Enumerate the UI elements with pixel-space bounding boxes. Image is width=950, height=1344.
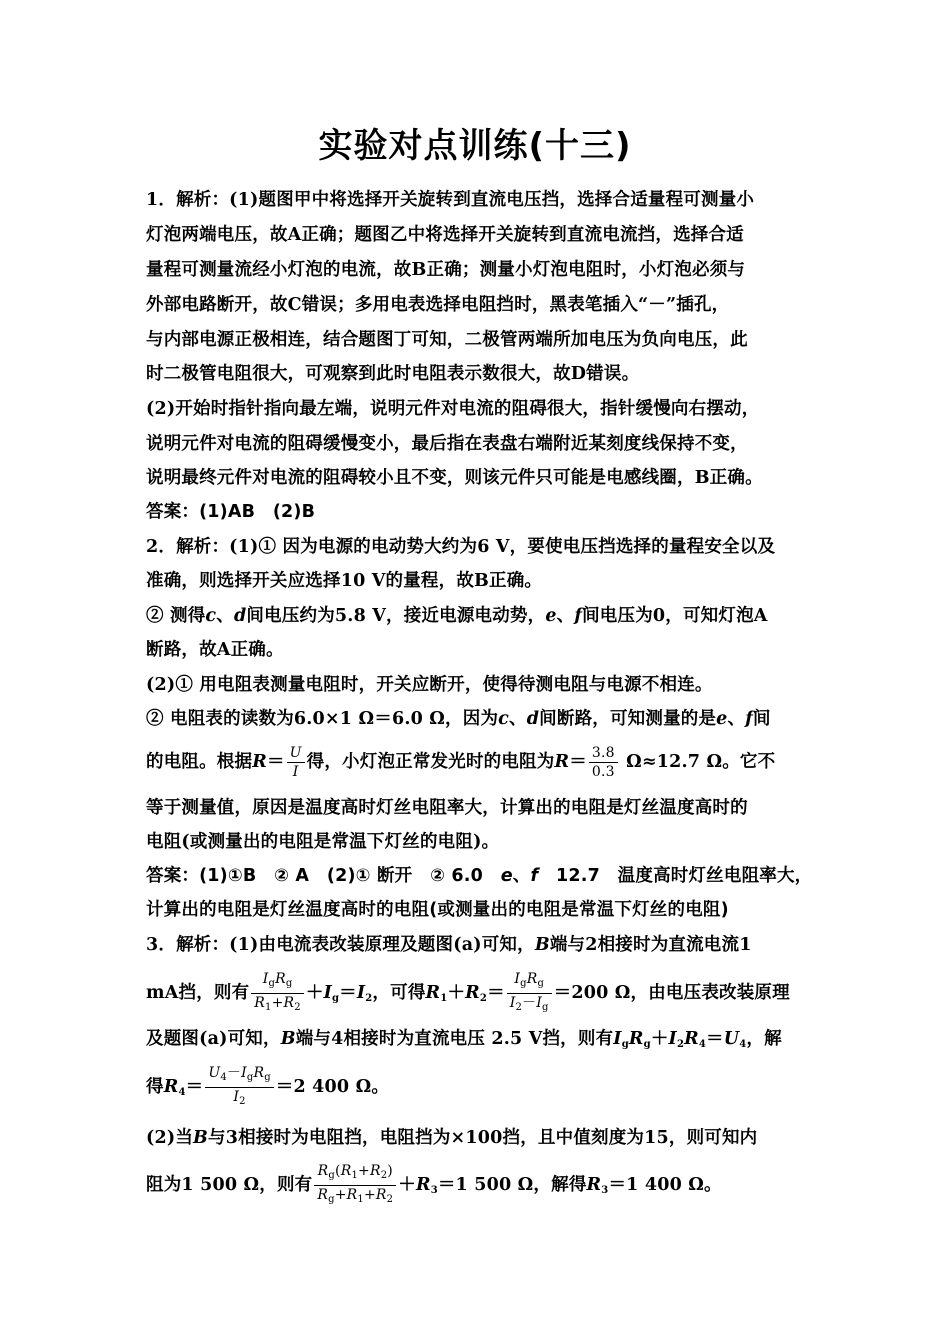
formula-ig-rg-over-i2-ig: $\frac{I_gR_g}{I_2-I_g}$ xyxy=(507,970,552,1017)
q3-l6-c: ＝1 400 Ω。 xyxy=(608,1175,722,1195)
q2-answer: 答案：(1)①B ② A (2)① 断开 ② 6.0 e、f 12.7 温度高时灯丝电阻率大， xyxy=(146,866,813,886)
q2-l3-b: 间电压约为5.8 V，接近电源电动势， xyxy=(246,606,546,626)
q3-l3-a: 及题图(a)可知， xyxy=(146,1029,281,1049)
q3-l2-a: mA挡，则有 xyxy=(146,983,250,1003)
formula-u-over-i: $\frac{U}{I}$ xyxy=(287,744,305,781)
q2-line-9: 电阻(或测量出的电阻是常温下灯丝的电阻)。 xyxy=(146,832,500,852)
q3-line-2: mA挡，则有 $\frac{I_gR_g}{R_1+R_2}$ $+I_g=I_2$，可得$R_1+R_2=$ $\frac{I_gR_g}{I_2-I_g}$ ＝200 Ω，由电压表改装原理 xyxy=(146,970,790,1019)
q2-l5-b: 间断路，可知测量的是 xyxy=(539,709,717,729)
q3-line-6: 阻为1 500 Ω，则有 $\frac{R_g(R_1+R_2)}{R_g+R_1+R_2}$ $+R_3=1$ 500 Ω，解得$R_3=1$ 400 Ω。 xyxy=(146,1160,722,1216)
q1-line-6: 时二极管电阻很大，可观察到此时电阻表示数很大，故D错误。 xyxy=(146,364,640,384)
q2-l3-c: 间电压为0，可知灯泡A xyxy=(582,606,768,626)
q2-l5-c: 间 xyxy=(752,709,771,729)
q2-l6-a: 的电阻。根据 xyxy=(146,752,253,772)
q1-line-9: 说明最终元件对电流的阻碍较小且不变，则该元件只可能是电感线圈，B正确。 xyxy=(146,468,763,488)
q2-l6-c: Ω≈12.7 Ω。它不 xyxy=(626,752,776,772)
q2-line-5: (2)① 用电阻表测量电阻时，开关应断开，使得待测电阻与电源不相连。 xyxy=(146,675,713,695)
q2-line-1: 2．解析：(1)① 因为电源的电动势大约为6 V，要使电压挡选择的量程安全以及 xyxy=(146,537,776,557)
q1-line-7: (2)开始时指针指向最左端，说明元件对电流的阻碍很大，指针缓慢向右摆动， xyxy=(146,399,760,419)
q3-l6-b: ＝1 500 Ω，解得 xyxy=(437,1175,587,1195)
q1-line-8: 说明元件对电流的阻碍缓慢变小，最后指在表盘右端附近某刻度线保持不变， xyxy=(146,434,748,454)
q2-line-2: 准确，则选择开关应选择10 V的量程，故B正确。 xyxy=(146,571,543,591)
q3-l2-c: ＝200 Ω，由电压表改装原理 xyxy=(553,983,790,1003)
q2-ans-a: 答案：(1)①B ② A (2)① 断开 ② 6.0 xyxy=(146,866,501,886)
q2-l5-a: ② 电阻表的读数为6.0×1 Ω＝6.0 Ω，因为 xyxy=(146,709,499,729)
q2-ans-b: 12.7 温度高时灯丝电阻率大， xyxy=(538,866,813,886)
q3-l1-a: 3．解析：(1)由电流表改装原理及题图(a)可知， xyxy=(146,935,535,955)
formula-rg-parallel: $\frac{R_g(R_1+R_2)}{R_g+R_1+R_2}$ xyxy=(314,1162,396,1209)
q2-line-6: ② 电阻表的读数为6.0×1 Ω＝6.0 Ω，因为c、d间断路，可知测量的是e、f间 xyxy=(146,709,771,729)
q2-line-8: 等于测量值，原因是温度高时灯丝电阻率大，计算出的电阻是灯丝温度高时的 xyxy=(146,798,748,818)
q3-l6-a: 阻为1 500 Ω，则有 xyxy=(146,1175,313,1195)
formula-38-over-03: $\frac{3.8}{0.3}$ xyxy=(589,744,618,781)
q3-l4-a: 得 xyxy=(146,1077,164,1097)
q2-answer-2: 计算出的电阻是灯丝温度高时的电阻(或测量出的电阻是常温下灯丝的电阻) xyxy=(146,900,729,920)
q3-l5-b: 与3相接时为电阻挡，电阻挡为×100挡，且中值刻度为15，则可知内 xyxy=(208,1128,758,1148)
q3-l1-b: 端与2相接时为直流电流1 xyxy=(549,935,752,955)
q3-l2-b: ，可得 xyxy=(372,983,426,1003)
q3-l3-b: 端与4相接时为直流电压 2.5 V挡，则有 xyxy=(295,1029,614,1049)
q2-l3-a: ② 测得 xyxy=(146,606,206,626)
q3-line-4: 得$R_4=$ $\frac{U_4-I_gR_g}{I_2}$ ＝2 400 Ω。 xyxy=(146,1064,389,1115)
q3-line-1: 3．解析：(1)由电流表改装原理及题图(a)可知，B端与2相接时为直流电流1 xyxy=(146,935,752,955)
q1-line-3: 量程可测量流经小灯泡的电流，故B正确；测量小灯泡电阻时，小灯泡必须与 xyxy=(146,260,746,280)
formula-r4: $\frac{U_4-I_gR_g}{I_2}$ xyxy=(205,1064,273,1111)
q3-line-5: (2)当B与3相接时为电阻挡，电阻挡为×100挡，且中值刻度为15，则可知内 xyxy=(146,1128,758,1148)
formula-ig-rg-over-r1-r2: $\frac{I_gR_g}{R_1+R_2}$ xyxy=(251,970,304,1017)
q1-line-2: 灯泡两端电压，故A正确；题图乙中将选择开关旋转到直流电流挡，选择合适 xyxy=(146,225,744,245)
q3-l5-a: (2)当 xyxy=(146,1128,194,1148)
q3-l3-c: ，解 xyxy=(746,1029,782,1049)
q1-line-5: 与内部电源正极相连，结合题图丁可知，二极管两端所加电压为负向电压，此 xyxy=(146,330,748,350)
q2-line-3: ② 测得c、d间电压约为5.8 V，接近电源电动势，e、f间电压为0，可知灯泡A xyxy=(146,606,768,626)
q1-line-1: 1．解析：(1)题图甲中将选择开关旋转到直流电压挡，选择合适量程可测量小 xyxy=(146,190,755,210)
q2-line-7: 的电阻。根据R＝ $\frac{U}{I}$ 得，小灯泡正常发光时的电阻为R＝ $\frac{3.8}{0.3}$ Ω≈12.7 Ω。它不 xyxy=(146,745,776,780)
q1-answer: 答案：(1)AB (2)B xyxy=(146,502,316,522)
page-title: 实验对点训练(十三) xyxy=(318,126,632,166)
q2-line-4: 断路，故A正确。 xyxy=(146,640,284,660)
q1-line-4: 外部电路断开，故C错误；多用电表选择电阻挡时，黑表笔插入“－”插孔， xyxy=(146,295,730,315)
q3-l4-b: ＝2 400 Ω。 xyxy=(275,1077,390,1097)
q2-l6-b: 得，小灯泡正常发光时的电阻为 xyxy=(306,752,555,772)
q3-line-3: 及题图(a)可知，B端与4相接时为直流电压 2.5 V挡，则有$I_gR_g+I_2R_4=U_4$，解 xyxy=(146,1029,782,1050)
